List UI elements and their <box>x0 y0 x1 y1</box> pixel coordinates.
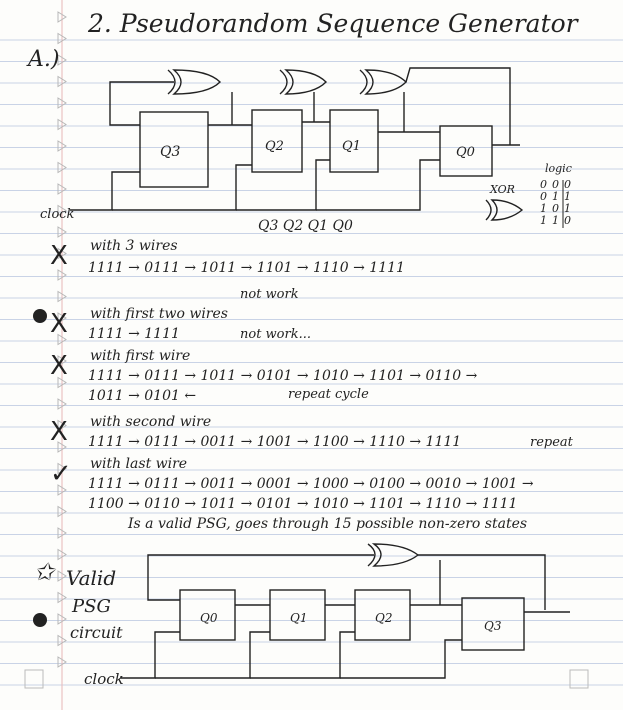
truth-table-cell: 0 <box>564 178 571 191</box>
conclusion-text: Is a valid PSG, goes through 15 possible non-zero states <box>128 516 528 532</box>
truth-table-cell: 0 <box>540 190 547 203</box>
attempt-heading: with second wire <box>90 414 212 430</box>
attempt-heading: with last wire <box>90 456 188 472</box>
attempt-sequence: 1111 → 1111 <box>88 326 180 342</box>
attempt-mark: X <box>50 351 68 381</box>
truth-table-cell: 0 <box>552 178 559 191</box>
truth-table <box>540 178 571 228</box>
circuit-diagram-1 <box>70 68 522 220</box>
register-2-label-q0: Q0 <box>200 611 218 625</box>
register-2-label-q2: Q2 <box>375 611 393 625</box>
xor-gate-1 <box>174 70 220 94</box>
register-2-label-q1: Q1 <box>290 611 308 625</box>
attempt-heading: with 3 wires <box>90 238 178 254</box>
attempt-mark: X <box>50 417 68 447</box>
attempt-list <box>50 238 574 512</box>
truth-table-cell: 1 <box>540 214 547 227</box>
circuit-diagram-2 <box>120 544 570 678</box>
xor-gate-3 <box>366 70 406 94</box>
xor-gate-4 <box>374 544 418 566</box>
attempt-heading: with first two wires <box>90 306 228 322</box>
part-label: A.) <box>28 47 60 72</box>
xor-gate-2 <box>286 70 326 94</box>
attempt-sequence: 1100 → 0110 → 1011 → 0101 → 1010 → 1101 → 1110 → 1111 <box>88 496 518 512</box>
logic-label: logic <box>545 162 572 175</box>
star-mark: ✩ <box>34 558 55 586</box>
truth-table-cell: 1 <box>552 214 559 227</box>
clock-label-1: clock <box>40 207 75 222</box>
register-label-q1: Q1 <box>342 139 361 154</box>
attempt-sequence: 1111 → 0111 → 0011 → 1001 → 1100 → 1110 → 1111 <box>88 434 462 450</box>
attempt-mark: ✓ <box>50 459 72 489</box>
side-label-circuit: circuit <box>70 623 123 642</box>
attempt-note: not work <box>240 287 299 302</box>
page-title: 2. Pseudorandom Sequence Generator <box>88 9 578 38</box>
truth-table-cell: 0 <box>540 178 547 191</box>
xor-legend-icon <box>492 200 522 220</box>
attempt-sequence: 1111 → 0111 → 0011 → 0001 → 1000 → 0100 → 0010 → 1001 → <box>88 476 534 492</box>
attempt-mark: X <box>50 309 68 339</box>
side-label-psg: PSG <box>72 596 111 617</box>
state-label: Q3 Q2 Q1 Q0 <box>258 218 353 234</box>
truth-table-cell: 1 <box>552 190 559 203</box>
truth-table-cell: 0 <box>552 202 559 215</box>
hole-punch-2 <box>33 613 47 627</box>
side-label-valid: Valid <box>66 566 117 590</box>
attempt-note: repeat <box>530 435 573 450</box>
attempt-heading: with first wire <box>90 348 191 364</box>
clock-label-2: clock <box>84 670 124 688</box>
attempt-sequence: 1111 → 0111 → 1011 → 1101 → 1110 → 1111 <box>88 260 405 276</box>
attempt-sequence: 1111 → 0111 → 1011 → 0101 → 1010 → 1101 → 0110 → <box>88 368 478 384</box>
attempt-sequence: 1011 → 0101 ← <box>88 388 197 404</box>
truth-table-cell: 1 <box>540 202 547 215</box>
truth-table-cell: 1 <box>564 202 571 215</box>
attempt-note: repeat cycle <box>288 387 369 402</box>
attempt-mark: X <box>50 241 68 271</box>
hole-punch-1 <box>33 309 47 323</box>
register-label-q0: Q0 <box>456 145 475 160</box>
xor-label: XOR <box>490 183 515 196</box>
truth-table-cell: 0 <box>564 214 571 227</box>
truth-table-cell: 1 <box>564 190 571 203</box>
register-label-q2: Q2 <box>265 139 284 154</box>
attempt-note: not work... <box>240 327 311 342</box>
register-label-q3: Q3 <box>160 144 181 160</box>
register-2-label-q3: Q3 <box>484 619 502 633</box>
